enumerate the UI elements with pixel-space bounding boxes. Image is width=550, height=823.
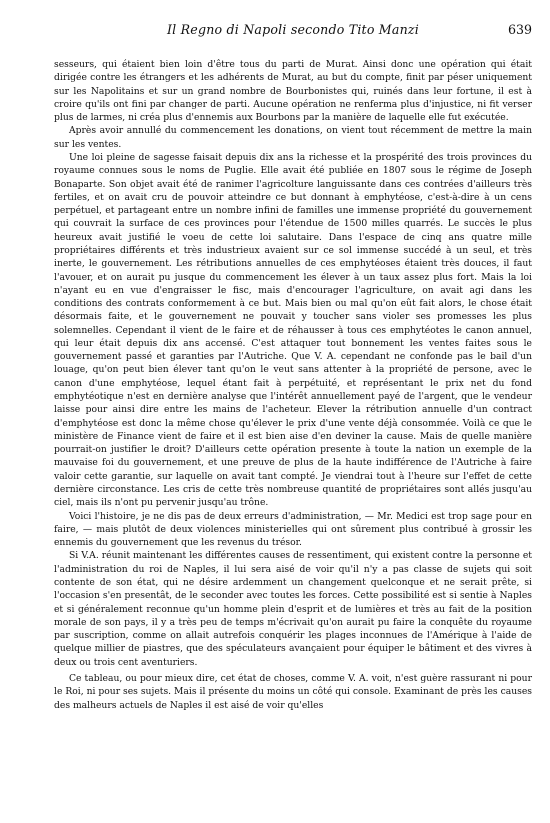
paragraph: Après avoir annullé du commencement les donations, on vient tout récemment de mettre la main sur les ventes. <box>54 125 532 150</box>
page-header <box>54 22 532 44</box>
paragraph-continuation: sesseurs, qui étaient bien loin d'être tous du parti de Murat. Ainsi donc une opération qui était dirigée contre les étrangers et les adhérents de Murat, au but du compte, finit par péser uniquement sur les Napolitains et sur un grand nombre de Bourbonistes qui, ruinés dans leur fortune, il est à croire qu'ils ont fini par changer de parti. Aucune opération ne renferma plus d'injustice, ni fit verser plus de larmes, ni créa plus d'ennemis aux Bourbons par la manière de laquelle elle fut exécutée. <box>54 59 532 124</box>
page-number: 639 <box>507 22 532 37</box>
paragraph: Une loi pleine de sagesse faisait depuis dix ans la richesse et la prospérité des trois provinces du royaume connues sous le noms de Puglie. Elle avait été publiée en 1807 sous le régime de Joseph Bonaparte. Son objet avait été de ranimer l'agricolture languissante dans ces contrées d'ailleurs très fertiles, et on avait cru de pouvoir atteindre ce but donnant à emphytéose, c'est-à-dire à un cens perpétuel, et partageant entre un nombre infini de familles une immense propriété du gouvernement qui couvrait la surface de ces provinces pour l'étendue de 1500 milles quarrés. Le succès le plus heureux avait justifié le voeu de cette loi salutaire. Dans l'espace de cinq ans quatre mille propriétaires différents et très industrieux avaient sur ce sol immense succédé à un seul, et très inerte, le gouvernement. Les rétributions annuelles de ces emphytéoses étaient très douces, il faut l'avouer, et on aurait pu jusque du commencement les élever à un taux assez plus fort. Mais la loi n'ayant eu en vue d'engraisser le fisc, mais d'encourager l'agriculture, on avait agi dans les conditions des contrats conformement à ce but. Mais bien ou mal qu'on eût fait alors, le chose était désormais faite, et le gouvernement ne pouvait y toucher sans violer ses promesses les plus solemnelles. Cependant il vient de le faire et de réhausser à tous ces emphytéotes le canon annuel, qui leur était depuis dix ans accensé. C'est attaquer tout bonnement les ventes faites sous le gouvernement passé et garanties par l'Autriche. Que V. A. cependant ne confonde pas le bail d'un louage, qu'on peut bien élever tant qu'on le veut sans attenter à la propriété de persone, avec le canon d'une emphytéose, lequel étant fait à perpétuité, et représentant le prix net du fond emphytéotique n'est en dernière analyse que l'intérêt annuellement payé de l'argent, que le vendeur laisse pour ainsi dire entre les mains de l'acheteur. Elever la rétribution annuelle d'un contract d'emphytéose est donc la même chose qu'élever le prix d'une vente déjà consommée. Voilà ce que le ministère de Finance vient de faire et il est bien aise d'en deviner la cause. Mais de quelle manière pourrait-on justifier le droit? D'ailleurs cette opération presente à toute la nation un exemple de la mauvaise foi du gouvernement, et une preuve de plus de la haute indifférence de l'Autriche à faire valoir cette garantie, sur laquelle on avait tant compté. Je viendrai tout à l'heure sur l'effet de cette dernière circonstance. Les cris de cette très nombreuse quantité de propriétaires sont allés jusqu'au ciel, mais ils n'ont pu pervenir jusqu'au trône. <box>54 151 532 509</box>
running-title: Il Regno di Napoli secondo Tito Manzi <box>167 22 419 37</box>
paragraph: Ce tableau, ou pour mieux dire, cet état de choses, comme V. A. voit, n'est guère rassurant ni pour le Roi, ni pour ses sujets. Mais il présente du moins un côté qui console. Examinant de près les causes des malheurs actuels de Naples il est aisé de voir qu'elles <box>54 672 532 711</box>
body-text <box>54 58 532 712</box>
paragraph: Voici l'histoire, je ne dis pas de deux erreurs d'administration, — Mr. Medici est trop sage pour en faire, — mais plutôt de deux violences ministerielles qui ont sûrement plus contribué à grossir les ennemis du gouvernement que les revenus du trésor. <box>54 510 532 549</box>
paragraph: Si V.A. réunit maintenant les différentes causes de ressentiment, qui existent contre la personne et l'administration du roi de Naples, il lui sera aisé de voir qu'il n'y a pas classe de sujets qui soit contente de son état, qui ne désire ardemment un changement quelconque et ne serait prête, si l'occasion s'en presentât, de le seconder avec toutes les forces. Cette possibilité est si sentie à Naples et si généralement reconnue qu'un homme plein d'esprit et de lumières et très au fait de la position morale de son pays, il y a très peu de temps m'écrivait qu'on aurait pu faire la conquête du royaume par suscription, comme on allait autrefois conquérir les plages inconnues de l'Amérique à l'aide de quelque millier de piastres, que des spéculateurs avançaient pour équiper le bâtiment et des vivres à deux ou trois cent aventuriers. <box>54 550 532 668</box>
